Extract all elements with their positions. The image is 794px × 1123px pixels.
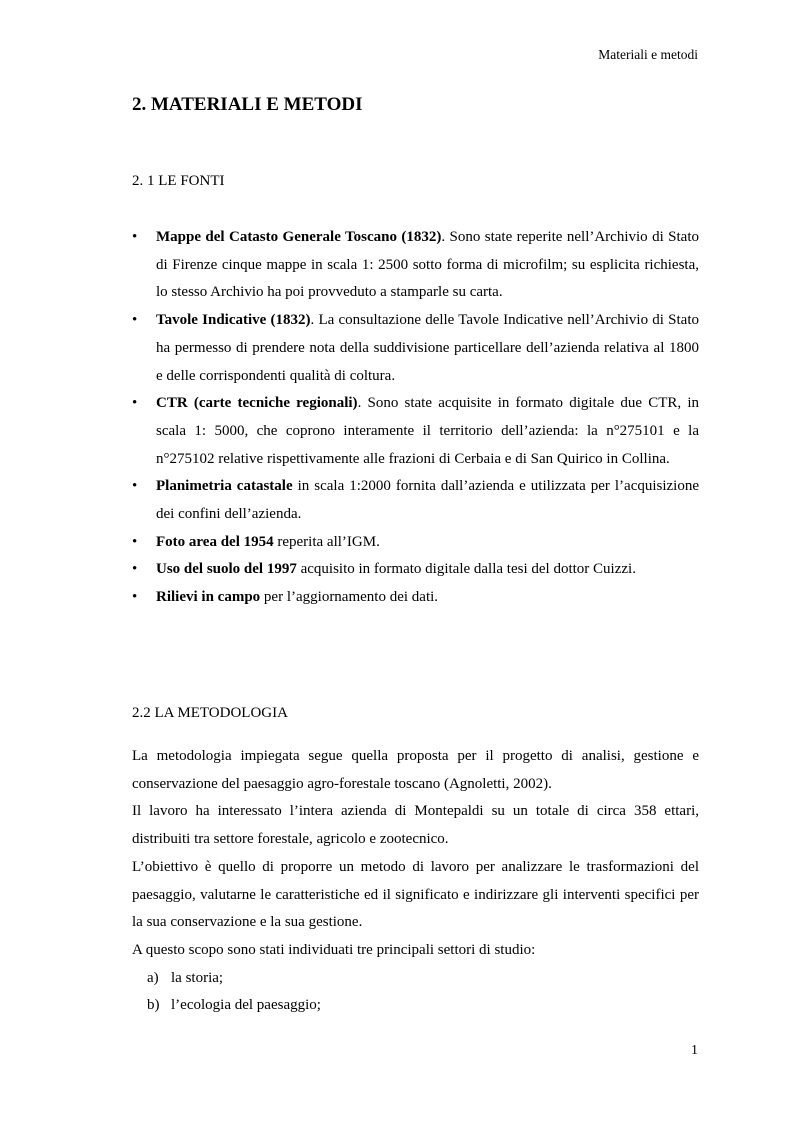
source-description: acquisito in formato digitale dalla tesi del dottor Cuizzi. [296,561,636,578]
study-sectors-list [132,965,699,1020]
list-item [132,584,699,612]
paragraph: L’obiettivo è quello di proporre un metodo di lavoro per analizzare le trasformazioni del paesaggio, valutarne le caratteristiche ed il significato e indirizzare gli interventi specifici per la sua conservazione e la sua gestione. [132,858,699,931]
source-name: Mappe del Catasto Generale Toscano (1832) [156,229,442,245]
paragraph: A questo scopo sono stati individuati tre principali settori di studio: [132,941,536,958]
source-description: per l’aggiornamento dei dati. [260,589,439,606]
page-number: 1 [691,1043,698,1058]
sector-text: l’ecologia del paesaggio; [171,997,321,1014]
list-item [132,965,699,993]
list-item [132,992,699,1020]
methodology-body [132,743,699,1020]
list-marker: a) [147,969,159,986]
source-description: reperita all’IGM. [273,533,380,550]
source-name: Rilievi in campo [156,589,261,606]
source-description: in scala 1:2000 fornita dall’azienda e utilizzata per l’acquisizione dei confini dell’azienda. [156,478,700,523]
list-item [132,390,699,473]
paragraph: Il lavoro ha interessato l’intera azienda di Montepaldi su un totale di circa 358 ettari, distribuiti tra settore forestale, agricolo e zootecnico. [132,803,699,848]
running-header: Materiali e metodi [598,47,698,62]
list-item [132,556,699,584]
list-marker: b) [147,997,160,1014]
chapter-title: 2. MATERIALI E METODI [132,94,363,115]
list-item [132,307,699,390]
section-title-methodology: 2.2 LA METODOLOGIA [132,705,288,721]
sector-text: la storia; [171,969,224,986]
bullet-icon: • [132,229,138,245]
source-name: Planimetria catastale [156,478,293,495]
source-name: Foto area del 1954 [156,533,274,550]
source-name: CTR (carte tecniche regionali) [156,395,358,412]
bullet-icon: • [132,478,138,495]
bullet-icon: • [132,589,138,606]
list-item [132,473,699,528]
bullet-icon: • [132,533,138,550]
source-description: . Sono state acquisite in formato digitale due CTR, in scala 1: 5000, che coprono interamente il territorio dell’azienda: la n°275101 e la n°275102 relative rispettivamente alle frazioni di Cerbaia e di San Quirico in Collina. [156,395,700,467]
source-name: Uso del suolo del 1997 [156,561,297,578]
source-description: . La consultazione delle Tavole Indicative nell’Archivio di Stato ha permesso di prendere nota della suddivisione particellare dell’azienda relativa al 1800 e delle corrispondenti qualità di coltura. [156,312,699,384]
bullet-icon: • [132,312,138,329]
list-item [132,224,699,307]
source-name: Tavole Indicative (1832) [156,312,311,329]
bullet-icon: • [132,561,138,578]
section-title-sources: 2. 1 LE FONTI [132,173,225,189]
bullet-icon: • [132,395,138,412]
source-description: . Sono state reperite nell’Archivio di Stato di Firenze cinque mappe in scala 1: 2500 sotto forma di microfilm; su esplicita richiesta, lo stesso Archivio ha poi provveduto a stamparle su carta. [156,229,699,301]
paragraph: La metodologia impiegata segue quella proposta per il progetto di analisi, gestione e conservazione del paesaggio agro-forestale toscano (Agnoletti, 2002). [132,748,699,792]
sources-list [132,224,699,612]
list-item [132,529,699,557]
